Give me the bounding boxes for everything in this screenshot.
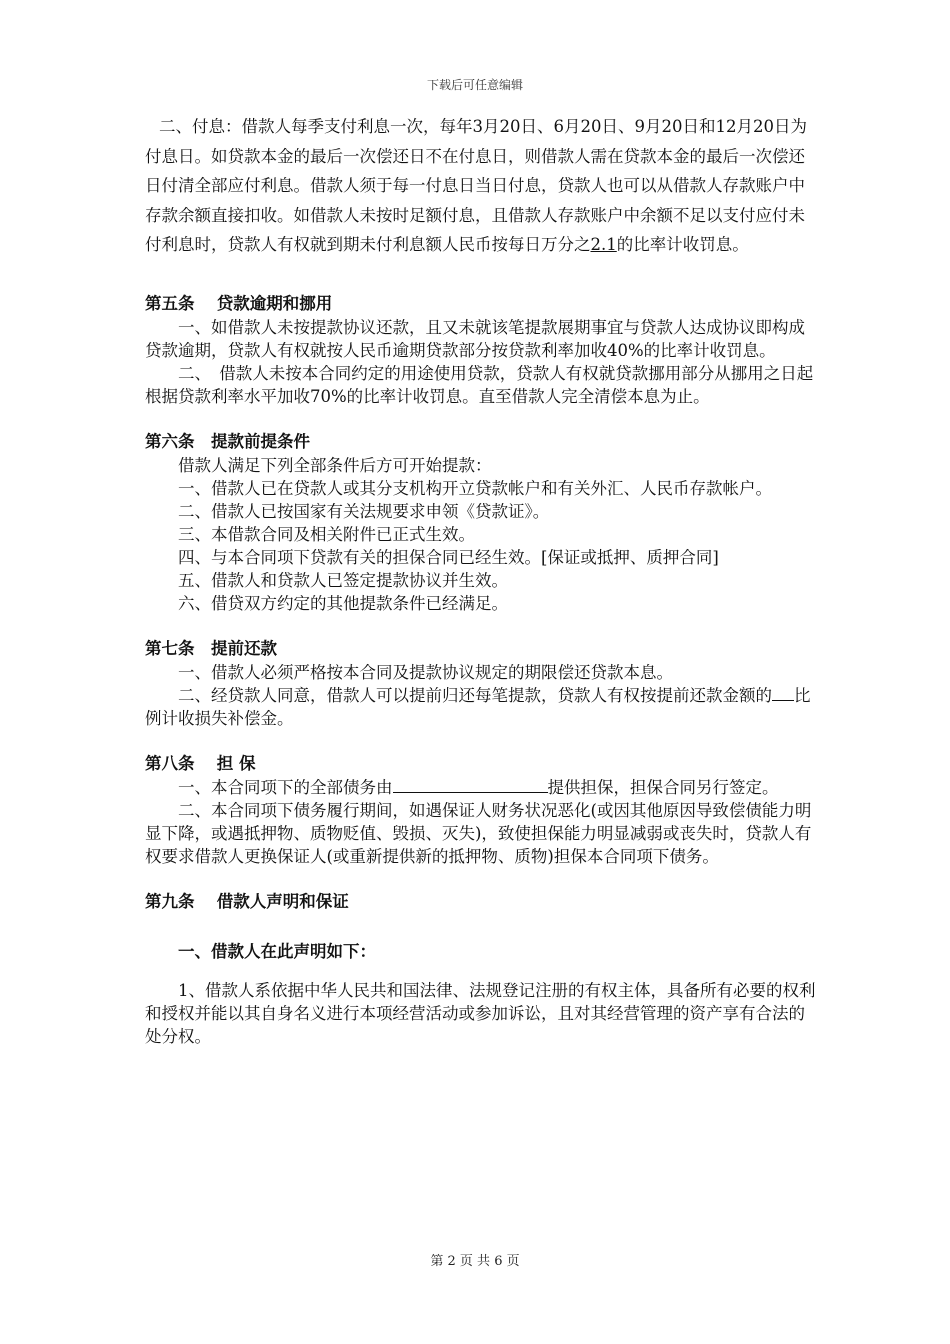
article-6-title: 第六条 提款前提条件 [145,431,310,451]
document-body [145,112,817,1048]
article-7-para-1: 一、借款人必须严格按本合同及提款协议规定的期限偿还贷款本息。 [178,662,673,682]
article-5-para-2: 二、 借款人未按本合同约定的用途使用贷款，贷款人有权就贷款挪用部分从挪用之日起根据贷款利率水平加收70%的比率计收罚息。直至借款人完全清偿本息为止。 [145,363,814,406]
article-8-para-1-text: 一、本合同项下的全部债务由 [178,777,393,797]
article-9-para-1: 1、借款人系依据中华人民共和国法律、法规登记注册的有权主体，具备所有必要的权利和授权并能以其自身名义进行本项经营活动或参加诉讼，且对其经营管理的资产享有合法的处分权。 [145,981,816,1046]
ratio-blank [772,686,794,701]
article-6-item: 五、借款人和贷款人已签定提款协议并生效。 [178,570,508,590]
article-7-para-2 [145,684,817,730]
article-7-title: 第七条 提前还款 [145,638,277,658]
article-5-para-1: 一、如借款人未按提款协议还款，且又未就该笔提款展期事宜与贷款人达成协议即构成贷款逾期，贷款人有权就按人民币逾期贷款部分按贷款利率加收40%的比率计收罚息。 [145,317,805,360]
article-6-item: 一、借款人已在贷款人或其分支机构开立贷款帐户和有关外汇、人民币存款帐户。 [178,478,772,498]
article-7-para-2-end: 比例计收损失补偿金。 [145,685,811,728]
article-6-intro: 借款人满足下列全部条件后方可开始提款： [178,455,492,475]
article-6-item: 六、借贷双方约定的其他提款条件已经满足。 [178,593,508,613]
article-8-para-2: 二、本合同项下债务履行期间，如遇保证人财务状况恶化(或因其他原因导致偿债能力明显下降，或遇抵押物、质物贬值、毁损、灭失)，致使担保能力明显减弱或丧失时，贷款人有权要求借款人更换保证人(或重新提供新的抵押物、质物)担保本合同项下债务。 [145,800,812,866]
article-8-para-1-end: 提供担保，担保合同另行签定。 [547,777,779,797]
interest-paragraph [145,112,817,260]
interest-text: 二、付息：借款人每季支付利息一次，每年3月20日、6月20日、9月20日和12月20日为付息日。如贷款本金的最后一次偿还日不在付息日，则借款人需在贷款本金的最后一次偿还日付清全部应付利息。借款人须于每一付息日当日付息，贷款人也可以从借款人存款账户中存款余额直接扣收。如借款人未按时足额付息，且借款人存款账户中余额不足以支付应付未付利息时，贷款人有权就到期未付利息额人民币按每日万分之 [145,117,807,254]
article-8-para-1 [145,776,817,799]
article-9-title: 第九条 借款人声明和保证 [145,891,349,911]
page-header: 下载后可任意编辑 [426,78,523,92]
article-8-title: 第八条 担 保 [145,753,256,773]
guarantor-blank [393,778,548,793]
interest-text-end: 的比率计收罚息。 [616,235,749,254]
article-6-item: 四、与本合同项下贷款有关的担保合同已经生效。[保证或抵押、质押合同] [178,547,719,567]
article-5-title: 第五条 贷款逾期和挪用 [145,293,333,313]
page-footer: 第 2 页 共 6 页 [430,1254,520,1269]
article-6-item: 三、本借款合同及相关附件已正式生效。 [178,524,475,544]
penalty-rate: 2.1 [590,235,617,254]
article-7-para-2-text: 二、经贷款人同意，借款人可以提前归还每笔提款，贷款人有权按提前还款金额的 [178,685,772,705]
article-9-subheading: 一、借款人在此声明如下： [178,941,376,961]
article-6-item: 二、借款人已按国家有关法规要求申领《贷款证》。 [178,501,550,521]
